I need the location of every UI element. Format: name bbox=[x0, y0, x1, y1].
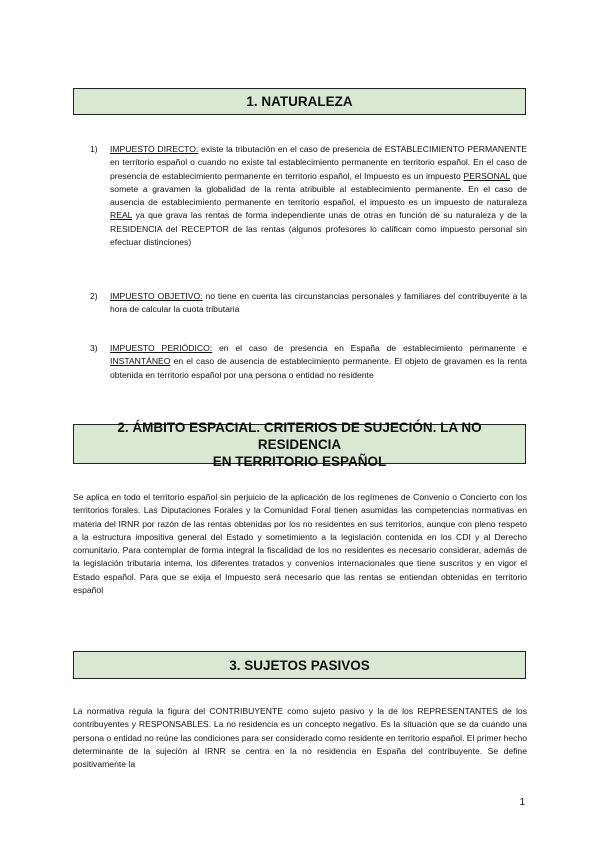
term-impuesto-objetivo: IMPUESTO OBJETIVO: bbox=[110, 291, 203, 301]
list-item-number: 3) bbox=[90, 343, 98, 353]
section-3-paragraph: La normativa regula la figura del CONTRIBUYENTE como sujeto pasivo y la de los REPRESENTANTES de los contribuyentes y RESPONSABLES. La no residencia es un concepto negativo. Es la situación que se da cuando una persona o entidad no reúne las condiciones para ser considerado como residente en territorio español. El primer hecho determinante de la sujeción al IRNR se centra en la no residencia en España del contribuyente. Se define positivamente la bbox=[73, 706, 527, 770]
page-number: 1 bbox=[519, 797, 525, 808]
list-item-2 bbox=[90, 290, 527, 318]
section-3-title: 3. SUJETOS PASIVOS bbox=[229, 657, 370, 673]
section-2-title-line-1: 2. ÁMBITO ESPACIAL. CRITERIOS DE SUJECIÓN. LA NO RESIDENCIA bbox=[117, 419, 482, 452]
list-item-number: 1) bbox=[90, 144, 98, 154]
section-3-heading bbox=[73, 651, 526, 679]
term-impuesto-periodico: IMPUESTO PERIÓDICO: bbox=[110, 343, 213, 353]
item-text: en el caso de ausencia de establecimiento permanente. El objeto de gravamen es la renta obtenida en territorio español por una persona o entidad no residente bbox=[110, 356, 527, 380]
term-instantaneo: INSTANTÁNEO bbox=[110, 356, 171, 367]
section-2-title-line-2: EN TERRITORIO ESPAÑOL bbox=[212, 453, 387, 469]
term-impuesto-directo: IMPUESTO DIRECTO: bbox=[110, 144, 199, 154]
section-2-heading bbox=[73, 419, 526, 469]
term-personal: PERSONAL bbox=[463, 170, 510, 181]
item-text: que somete a gravamen la globalidad de la renta atribuible al establecimiento permanente. En el caso de ausencia de establecimiento permanente en territorio español, el impuesto es un impuesto de naturaleza bbox=[110, 170, 527, 208]
item-text: ya que grava las rentas de forma independiente unas de otras en función de su naturaleza y de la RESIDENCIA del RECEPTOR de las rentas (algunos profesores lo califican como impuesto personal sin efectuar distinciones) bbox=[110, 210, 527, 248]
item-text: no tiene en cuenta las circunstancias personales y familiares del contribuyente a la hora de calcular la cuota tributaria bbox=[110, 291, 527, 315]
list-item-body bbox=[110, 143, 527, 249]
list-item-1 bbox=[90, 143, 527, 265]
section-1-heading bbox=[73, 88, 526, 115]
item-text: existe la tributación en el caso de presencia de ESTABLECIMIENTO PERMANENTE en territorio español o cuando no existe tal establecimiento permanente en territorio español. En el caso de presencia de establecimiento permanente en territorio español, el Impuesto es un impuesto bbox=[110, 144, 527, 181]
term-real: REAL bbox=[110, 210, 133, 221]
list-item-body bbox=[110, 290, 527, 317]
list-item-3 bbox=[90, 342, 527, 398]
section-2-paragraph: Se aplica en todo el territorio español sin perjuicio de la aplicación de los regímenes de Convenio o Concierto con los territorios forales. Las Diputaciones Forales y la Comunidad Foral tienen asumidas las competencias normativas en materia del IRNR por razón de las rentas obtenidas por los no residentes en sus territorios, aunque con pleno respeto a la estructura impositiva general del Estado y sometimiento a la legislación contenida en los CDI y al Derecho comunitario. Para contemplar de forma integral la fiscalidad de los no residentes es necesario considerar, además de la legislación tributaria interna, los diferentes tratados y convenios internacionales que tiene suscritos y en vigor el Estado español. Para que se exija el Impuesto será necesario que las rentas se entiendan obtenidas en territorio español bbox=[73, 492, 527, 596]
list-item-body bbox=[110, 342, 527, 382]
list-item-number: 2) bbox=[90, 291, 98, 301]
item-text: en el caso de presencia en España de establecimiento permanente e bbox=[212, 343, 528, 353]
section-1-title: 1. NATURALEZA bbox=[246, 94, 353, 109]
